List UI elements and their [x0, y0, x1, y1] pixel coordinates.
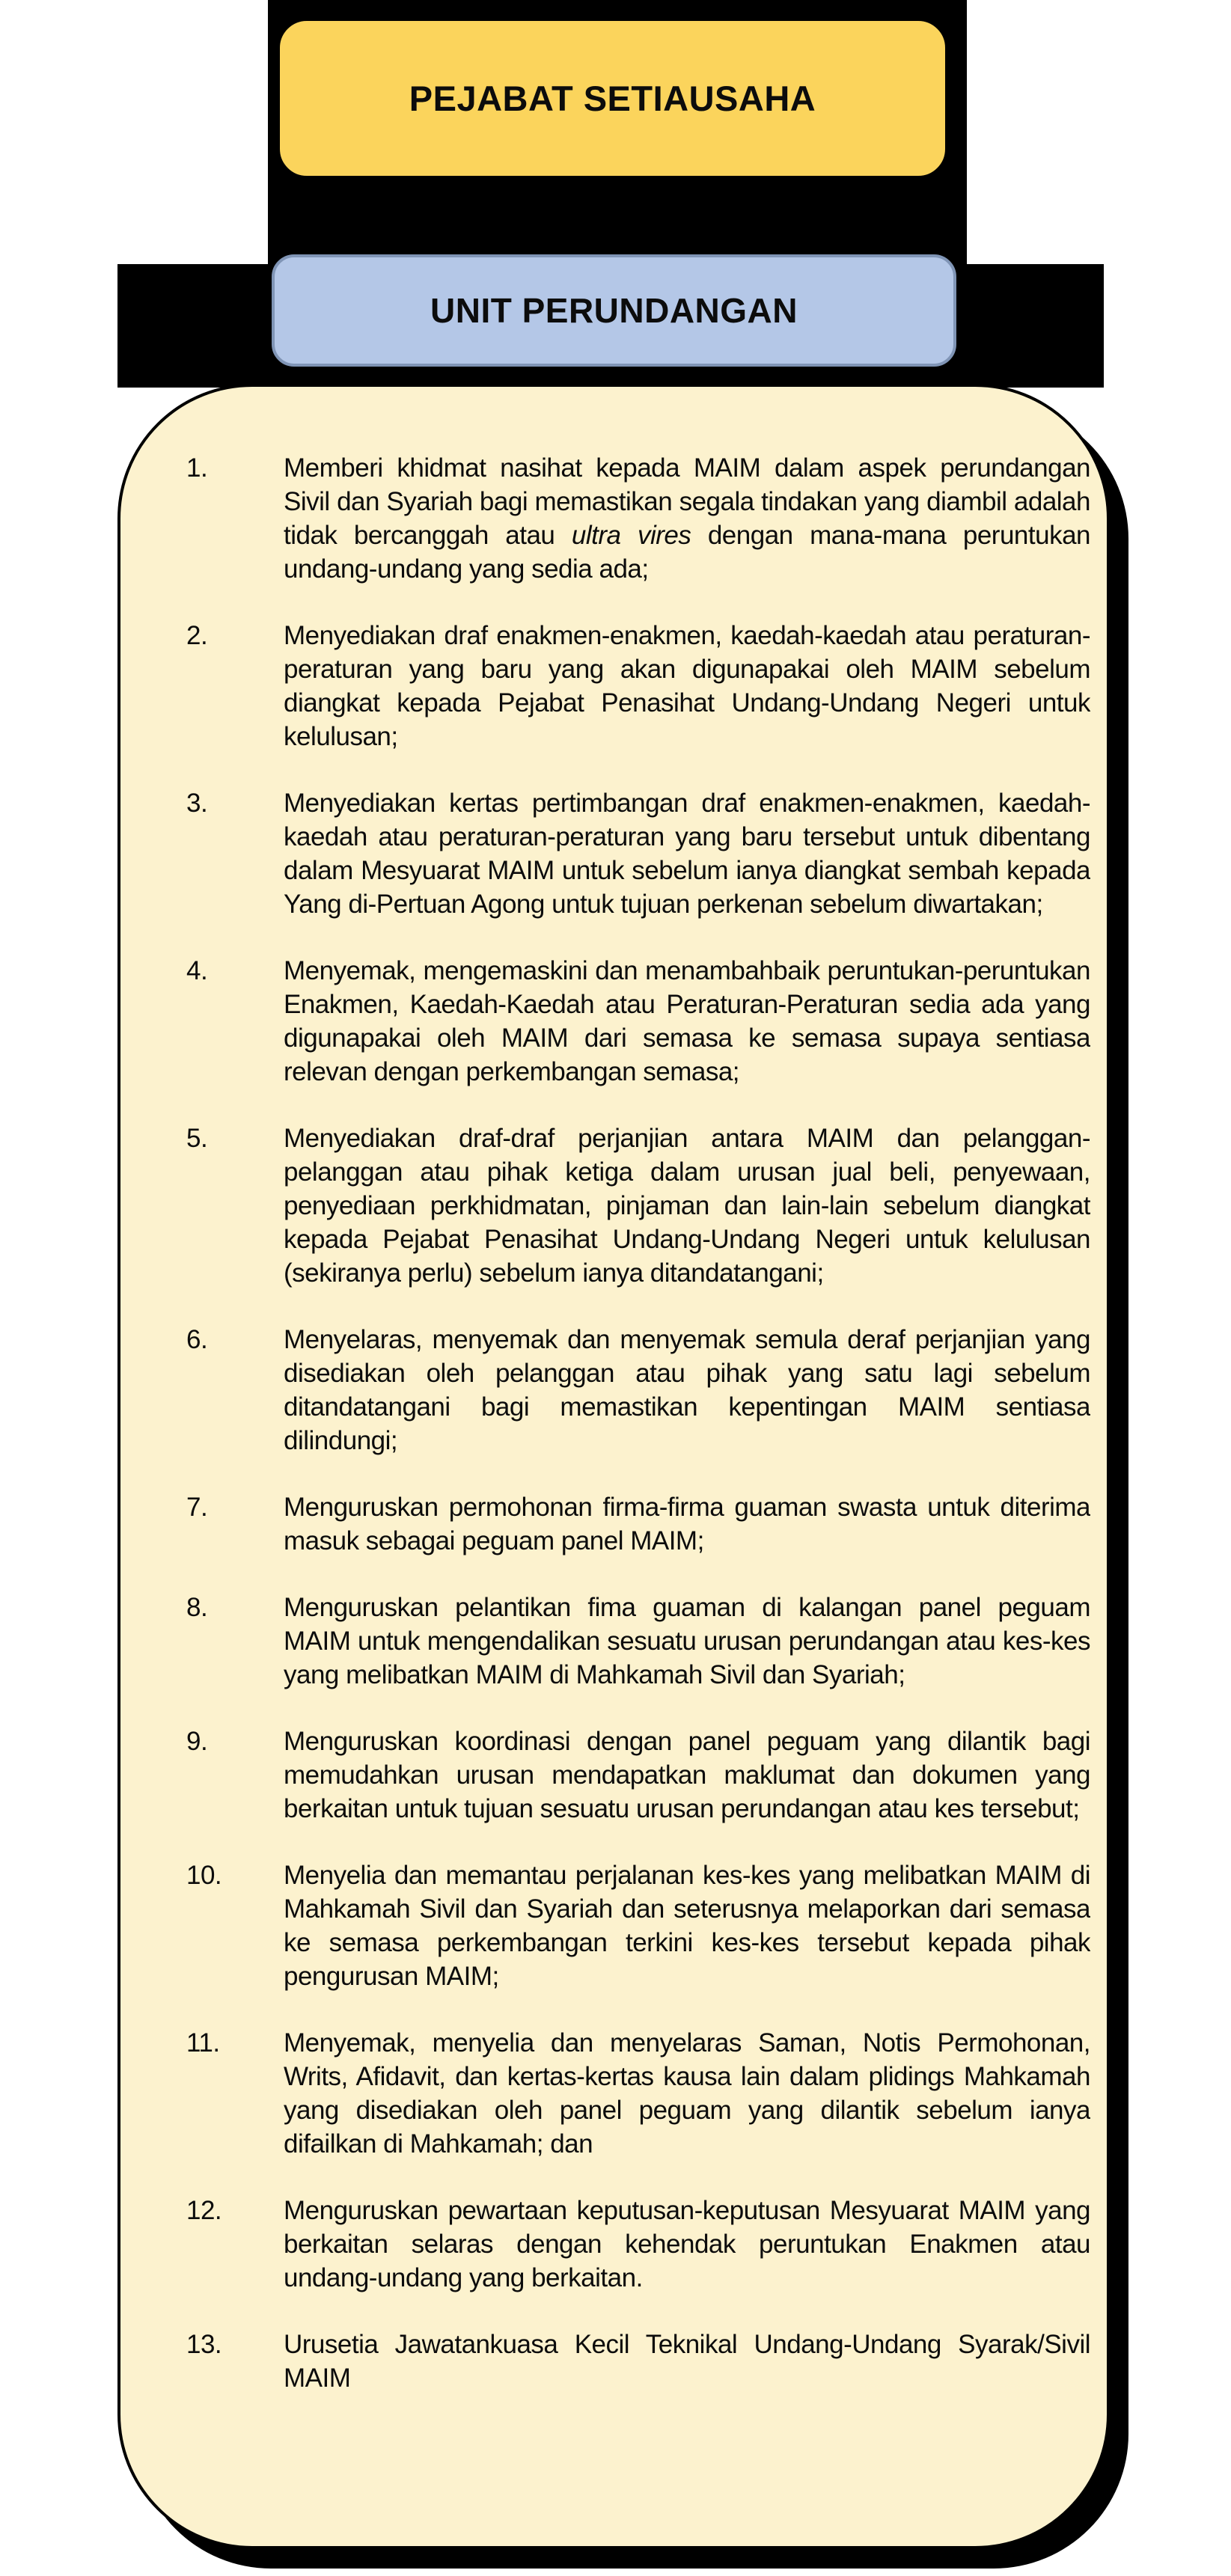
unit-label: UNIT PERUNDANGAN — [430, 291, 798, 330]
list-item-number: 6. — [186, 1325, 208, 1354]
list-item — [120, 1725, 1090, 1826]
list-item — [120, 1122, 1090, 1290]
list-item-number: 1. — [186, 453, 208, 483]
list-item — [120, 619, 1090, 753]
parent-office-box — [275, 16, 950, 180]
list-item — [120, 1323, 1090, 1457]
list-item-text: Menguruskan permohonan firma-firma guaman swasta untuk diterima masuk sebagai peguam panel MAIM; — [284, 1493, 1090, 1555]
list-item — [120, 2328, 1090, 2395]
list-item — [120, 954, 1090, 1089]
duties-list — [120, 451, 1090, 2531]
list-item-number: 13. — [186, 2330, 222, 2359]
list-item-text: Menguruskan koordinasi dengan panel peguam yang dilantik bagi memudahkan urusan mendapatkan maklumat dan dokumen yang berkaitan untuk tujuan sesuatu urusan perundangan atau kes tersebut; — [284, 1727, 1090, 1823]
list-item-number: 9. — [186, 1727, 208, 1756]
list-item-number: 3. — [186, 789, 208, 818]
list-item — [120, 2026, 1090, 2161]
list-item-text: Memberi khidmat nasihat kepada MAIM dalam aspek perundangan Sivil dan Syariah bagi memastikan segala tindakan yang diambil adalah tidak bercanggah atau ultra vires dengan mana-mana peruntukan undang-undang yang sedia ada; — [284, 453, 1090, 584]
list-item-text: Menyediakan draf enakmen-enakmen, kaedah-kaedah atau peraturan-peraturan yang baru yang akan digunapakai oleh MAIM sebelum diangkat kepada Pejabat Penasihat Undang-Undang Negeri untuk kelulusan; — [284, 621, 1090, 751]
list-item-text: Menyelia dan memantau perjalanan kes-kes yang melibatkan MAIM di Mahkamah Sivil dan Syariah dan seterusnya melaporkan dari semasa ke semasa perkembangan terkini kes-kes tersebut kepada pihak pengurusan MAIM; — [284, 1861, 1090, 1991]
list-item-number: 4. — [186, 956, 208, 985]
parent-office-label: PEJABAT SETIAUSAHA — [409, 79, 816, 118]
unit-box — [272, 254, 956, 367]
list-item — [120, 1858, 1090, 1993]
list-item-text: Urusetia Jawatankuasa Kecil Teknikal Undang-Undang Syarak/Sivil MAIM — [284, 2330, 1090, 2393]
list-item-text: Menyelaras, menyemak dan menyemak semula deraf perjanjian yang disediakan oleh pelanggan atau pihak yang satu lagi sebelum ditandatangani bagi memastikan kepentingan MAIM sentiasa dilindungi; — [284, 1325, 1090, 1455]
list-item-number: 10. — [186, 1861, 222, 1890]
list-item-number: 2. — [186, 621, 208, 650]
duties-panel — [117, 384, 1110, 2549]
list-item-text: Menguruskan pelantikan fima guaman di kalangan panel peguam MAIM untuk mengendalikan sesuatu urusan perundangan atau kes-kes yang melibatkan MAIM di Mahkamah Sivil dan Syariah; — [284, 1593, 1090, 1689]
list-item-number: 11. — [186, 2028, 220, 2058]
list-item — [120, 1591, 1090, 1692]
list-item-number: 7. — [186, 1493, 208, 1522]
list-item — [120, 1490, 1090, 1558]
list-item-text: Menyemak, mengemaskini dan menambahbaik peruntukan-peruntukan Enakmen, Kaedah-Kaedah atau Peraturan-Peraturan sedia ada yang digunapakai oleh MAIM dari semasa ke semasa supaya sentiasa relevan dengan perkembangan semasa; — [284, 956, 1090, 1086]
italic-phrase: ultra vires — [571, 521, 691, 550]
list-item — [120, 2194, 1090, 2295]
list-item-text: Menguruskan pewartaan keputusan-keputusan Mesyuarat MAIM yang berkaitan selaras dengan kehendak peruntukan Enakmen atau undang-undang yang berkaitan. — [284, 2196, 1090, 2292]
list-item-text: Menyediakan kertas pertimbangan draf enakmen-enakmen, kaedah-kaedah atau peraturan-peraturan yang baru tersebut untuk dibentang dalam Mesyuarat MAIM untuk sebelum ianya diangkat sembah kepada Yang di-Pertuan Agong untuk tujuan perkenan sebelum diwartakan; — [284, 789, 1090, 919]
list-item — [120, 786, 1090, 921]
list-item-number: 12. — [186, 2196, 222, 2225]
list-item-text: Menyediakan draf-draf perjanjian antara MAIM dan pelanggan-pelanggan atau pihak ketiga dalam urusan jual beli, penyewaan, penyediaan perkhidmatan, pinjaman dan lain-lain sebelum diangkat kepada Pejabat Penasihat Undang-Undang Negeri untuk kelulusan (sekiranya perlu) sebelum ianya ditandatangani; — [284, 1124, 1090, 1288]
list-item-number: 5. — [186, 1124, 208, 1153]
list-item-text: Menyemak, menyelia dan menyelaras Saman, Notis Permohonan, Writs, Afidavit, dan kertas-kertas kausa lain dalam plidings Mahkamah yang disediakan oleh panel peguam yang dilantik sebelum ianya difailkan di Mahkamah; dan — [284, 2028, 1090, 2159]
list-item-number: 8. — [186, 1593, 208, 1622]
list-item — [120, 451, 1090, 586]
